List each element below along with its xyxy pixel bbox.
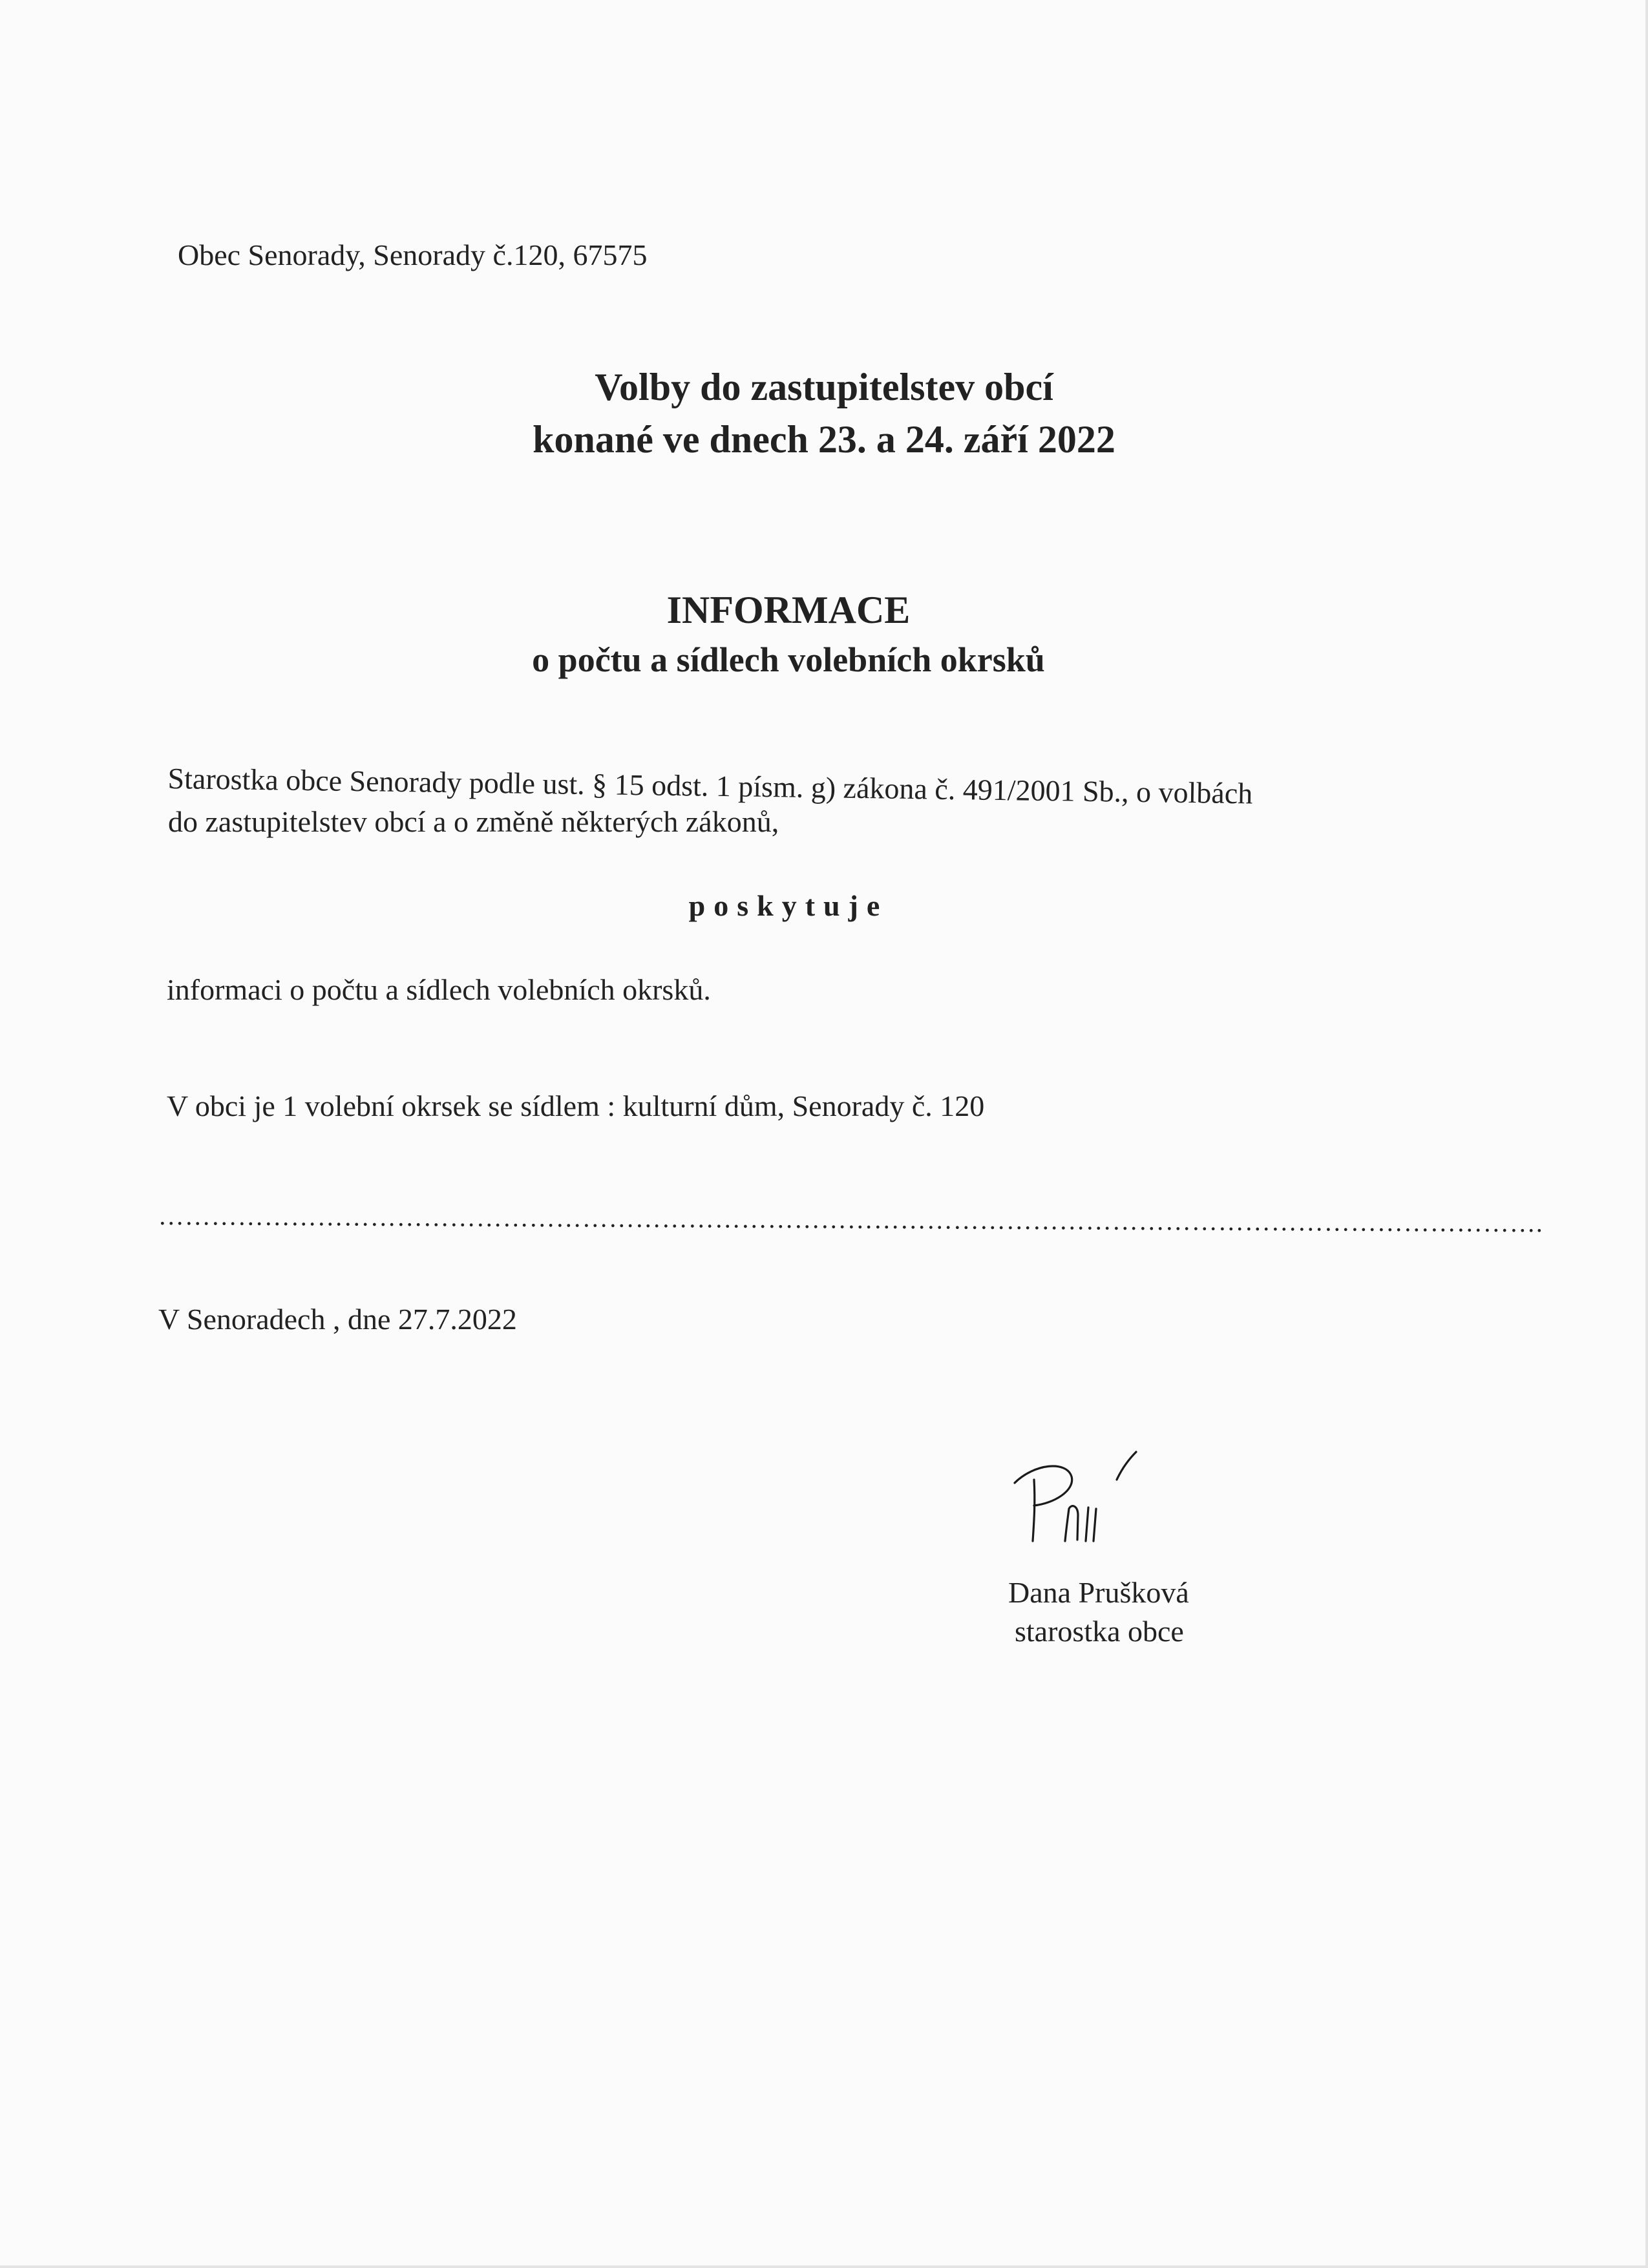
paragraph-1-line-1: Starostka obce Senorady podle ust. § 15 odst. 1 písm. g) zákona č. 491/2001 Sb., o volbách bbox=[167, 761, 1253, 810]
scan-bottom-edge bbox=[0, 2265, 1648, 2268]
paragraph-2: informaci o počtu a sídlech volebních okrsků. bbox=[167, 973, 711, 1006]
scan-right-edge bbox=[1645, 0, 1648, 2268]
verb-poskytuje: poskytuje bbox=[688, 889, 889, 922]
place-and-date: V Senoradech , dne 27.7.2022 bbox=[158, 1303, 517, 1336]
handwritten-signature bbox=[1008, 1444, 1163, 1560]
paragraph-1-line-2: do zastupitelstev obcí a o změně některých zákonů, bbox=[168, 805, 779, 838]
dotted-separator: …………………………………………………………………………………………………………………………………………. bbox=[158, 1201, 1543, 1238]
signatory-name: Dana Prušková bbox=[1008, 1576, 1189, 1609]
signatory-role: starostka obce bbox=[1015, 1615, 1184, 1648]
title-line-2: konané ve dnech 23. a 24. září 2022 bbox=[533, 418, 1115, 461]
sender-address: Obec Senorady, Senorady č.120, 67575 bbox=[178, 238, 648, 271]
paragraph-3: V obci je 1 volební okrsek se sídlem : kulturní dům, Senorady č. 120 bbox=[167, 1089, 985, 1122]
info-subheading: o počtu a sídlech volebních okrsků bbox=[532, 640, 1045, 679]
title-line-1: Volby do zastupitelstev obcí bbox=[595, 366, 1053, 408]
info-heading: INFORMACE bbox=[666, 589, 911, 631]
